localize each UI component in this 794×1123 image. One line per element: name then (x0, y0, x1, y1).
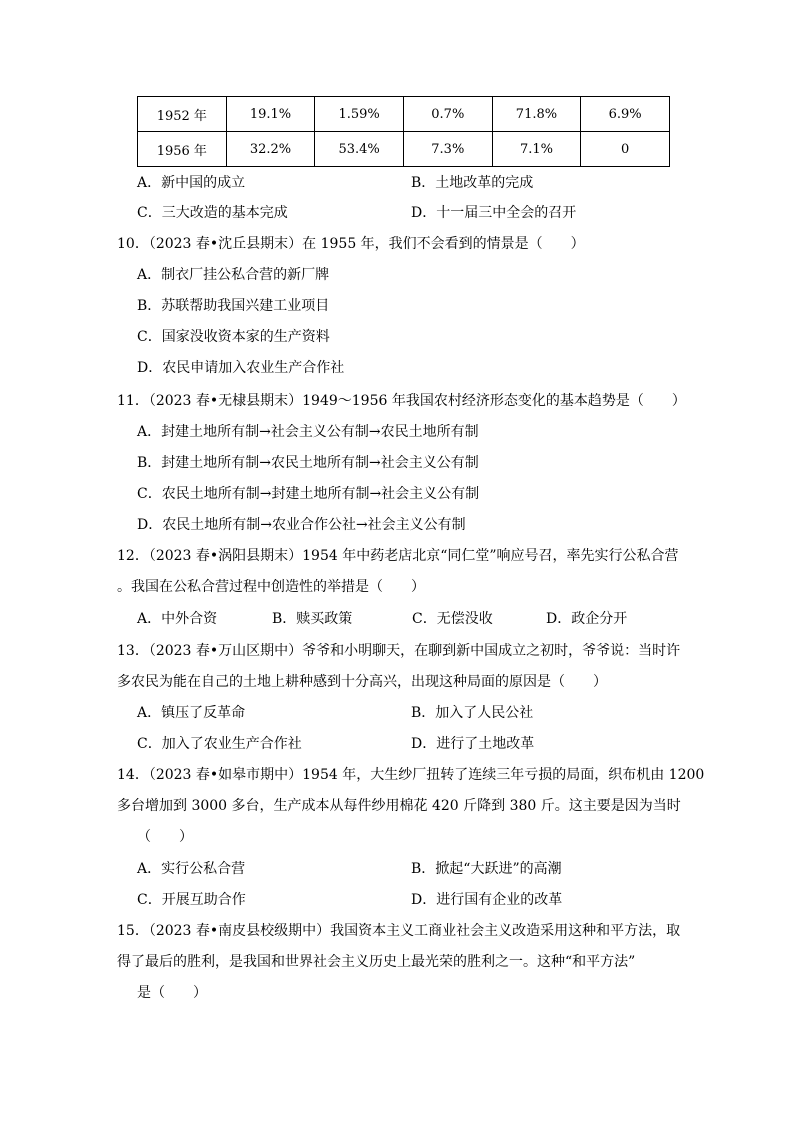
q10-option-a: A．制衣厂挂公私合营的新厂牌 (137, 267, 330, 283)
q14-stem-line-3: （ ） (137, 829, 193, 845)
q15-stem-line-2: 得了最后的胜利，是我国和世界社会主义历史上最光荣的胜利之一。这种“和平方法” (117, 954, 636, 970)
q13-stem-line-1: 13．（2023 春•万山区期中）爷爷和小明聊天，在聊到新中国成立之初时，爷爷说：当时许 (117, 643, 681, 659)
q15-stem-line-3: 是（ ） (137, 985, 207, 1001)
table-cell: 6.9% (581, 97, 670, 132)
table-cell: 53.4% (315, 132, 404, 167)
table-cell: 0 (581, 132, 670, 167)
q9-option-b: B．土地改革的完成 (411, 175, 534, 191)
q12-stem-line-2: 。我国在公私合营过程中创造性的举措是（ ） (117, 579, 425, 595)
table-cell: 1.59% (315, 97, 404, 132)
q12-option-b: B．赎买政策 (272, 611, 353, 627)
q14-option-b: B．掀起“大跃进”的高潮 (411, 861, 562, 877)
q13-option-a: A．镇压了反革命 (137, 705, 246, 721)
q15-stem-line-1: 15．（2023 春•南皮县校级期中）我国资本主义工商业社会主义改造采用这种和平方法，取 (117, 923, 681, 939)
table-cell: 71.8% (492, 97, 581, 132)
table-cell: 7.3% (403, 132, 492, 167)
q13-option-d: D．进行了土地改革 (411, 736, 535, 752)
table-cell: 32.2% (226, 132, 315, 167)
q11-option-a: A．封建土地所有制→社会主义公有制→农民土地所有制 (137, 424, 479, 440)
q13-option-c: C．加入了农业生产合作社 (137, 736, 302, 752)
q10-option-d: D．农民申请加入农业生产合作社 (137, 360, 345, 376)
q9-option-d: D．十一届三中全会的召开 (411, 205, 577, 221)
q14-option-c: C．开展互助合作 (137, 892, 246, 908)
table-cell: 1956 年 (138, 132, 227, 167)
q10-option-b: B．苏联帮助我国兴建工业项目 (137, 298, 330, 314)
q11-option-b: B．封建土地所有制→农民土地所有制→社会主义公有制 (137, 455, 479, 471)
q14-option-d: D．进行国有企业的改革 (411, 892, 563, 908)
q11-stem: 11．（2023 春•无棣县期末）1949～1956 年我国农村经济形态变化的基本趋势是（ ） (117, 393, 686, 409)
q9-option-c: C．三大改造的基本完成 (137, 205, 288, 221)
q12-option-d: D．政企分开 (546, 611, 628, 627)
table-cell: 19.1% (226, 97, 315, 132)
table-row (138, 97, 670, 132)
q13-option-b: B．加入了人民公社 (411, 705, 534, 721)
q9-option-a: A．新中国的成立 (137, 175, 246, 191)
table-cell: 7.1% (492, 132, 581, 167)
table-cell: 1952 年 (138, 97, 227, 132)
q11-option-c: C．农民土地所有制→封建土地所有制→社会主义公有制 (137, 486, 480, 502)
q14-stem-line-2: 多台增加到 3000 多台，生产成本从每件纱用棉花 420 斤降到 380 斤。这主要是因为当时 (117, 798, 681, 814)
q14-option-a: A．实行公私合营 (137, 861, 246, 877)
q12-option-a: A．中外合资 (137, 611, 218, 627)
table-row (138, 132, 670, 167)
q13-stem-line-2: 多农民为能在自己的土地上耕种感到十分高兴，出现这种局面的原因是（ ） (117, 674, 607, 690)
q12-option-c: C．无偿没收 (412, 611, 493, 627)
q14-stem-line-1: 14．（2023 春•如皋市期中）1954 年，大生纱厂扭转了连续三年亏损的局面，织布机由 1200 (117, 767, 705, 783)
q12-stem-line-1: 12．（2023 春•涡阳县期末）1954 年中药老店北京“同仁堂”响应号召，率先实行公私合营 (117, 548, 679, 564)
data-table (137, 96, 670, 167)
q10-stem: 10．（2023 春•沈丘县期末）在 1955 年，我们不会看到的情景是（ ） (117, 236, 585, 252)
q11-option-d: D．农民土地所有制→农业合作公社→社会主义公有制 (137, 517, 466, 533)
q10-option-c: C．国家没收资本家的生产资料 (137, 329, 330, 345)
table-cell: 0.7% (403, 97, 492, 132)
